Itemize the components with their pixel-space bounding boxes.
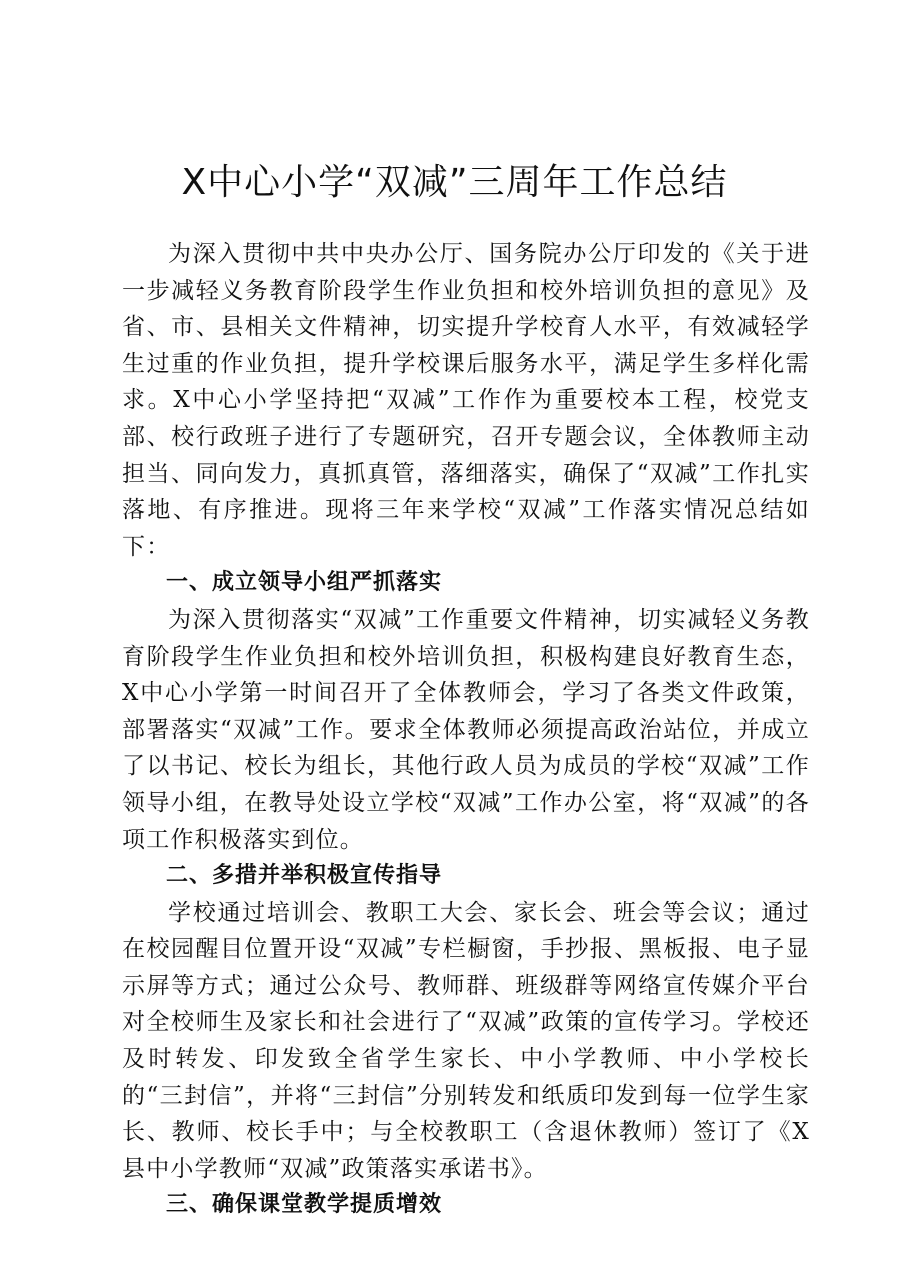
intro-paragraph: 为深入贯彻中共中央办公厅、国务院办公厅印发的《关于进一步减轻义务教育阶段学生作业负担和校外培训负担的意见》及省、市、县相关文件精神，切实提升学校育人水平，有效减轻学生过重的作业负担，提升学校课后服务水平，满足学生多样化需求。X中心小学坚持把“双减”工作作为重要校本工程，校党支部、校行政班子进行了专题研究，召开专题会议，全体教师主动担当、同向发力，真抓真管，落细落实，确保了“双减”工作扎实落地、有序推进。现将三年来学校“双减”工作落实情况总结如下： [122, 241, 810, 560]
section-2-paragraph: 学校通过培训会、教职工大会、家长会、班会等会议；通过在校园醒目位置开设“双减”专栏橱窗，手抄报、黑板报、电子显示屏等方式；通过公众号、教师群、班级群等网络宣传媒介平台对全校师生及家长和社会进行了“双减”政策的宣传学习。学校还及时转发、印发致全省学生家长、中小学教师、中小学校长的“三封信”，并将“三封信”分别转发和纸质印发到每一位学生家长、教师、校长手中；与全校教职工（含退休教师）签订了《X县中小学教师“双减”政策落实承诺书》。 [122, 899, 810, 1182]
document-body [122, 236, 810, 1224]
document-title: X中心小学“双减”三周年工作总结 [181, 162, 728, 203]
section-3-heading: 三、确保课堂教学提质增效 [166, 1192, 443, 1218]
section-1-paragraph: 为深入贯彻落实“双减”工作重要文件精神，切实减轻义务教育阶段学生作业负担和校外培训负担，积极构建良好教育生态，X中心小学第一时间召开了全体教师会，学习了各类文件政策，部署落实“双减”工作。要求全体教师必须提高政治站位，并成立了以书记、校长为组长，其他行政人员为成员的学校“双减”工作领导小组，在教导处设立学校“双减”工作办公室，将“双减”的各项工作积极落实到位。 [122, 606, 810, 853]
section-2-heading: 二、多措并举积极宣传指导 [166, 863, 443, 889]
section-1-heading: 一、成立领导小组严抓落实 [166, 570, 443, 596]
